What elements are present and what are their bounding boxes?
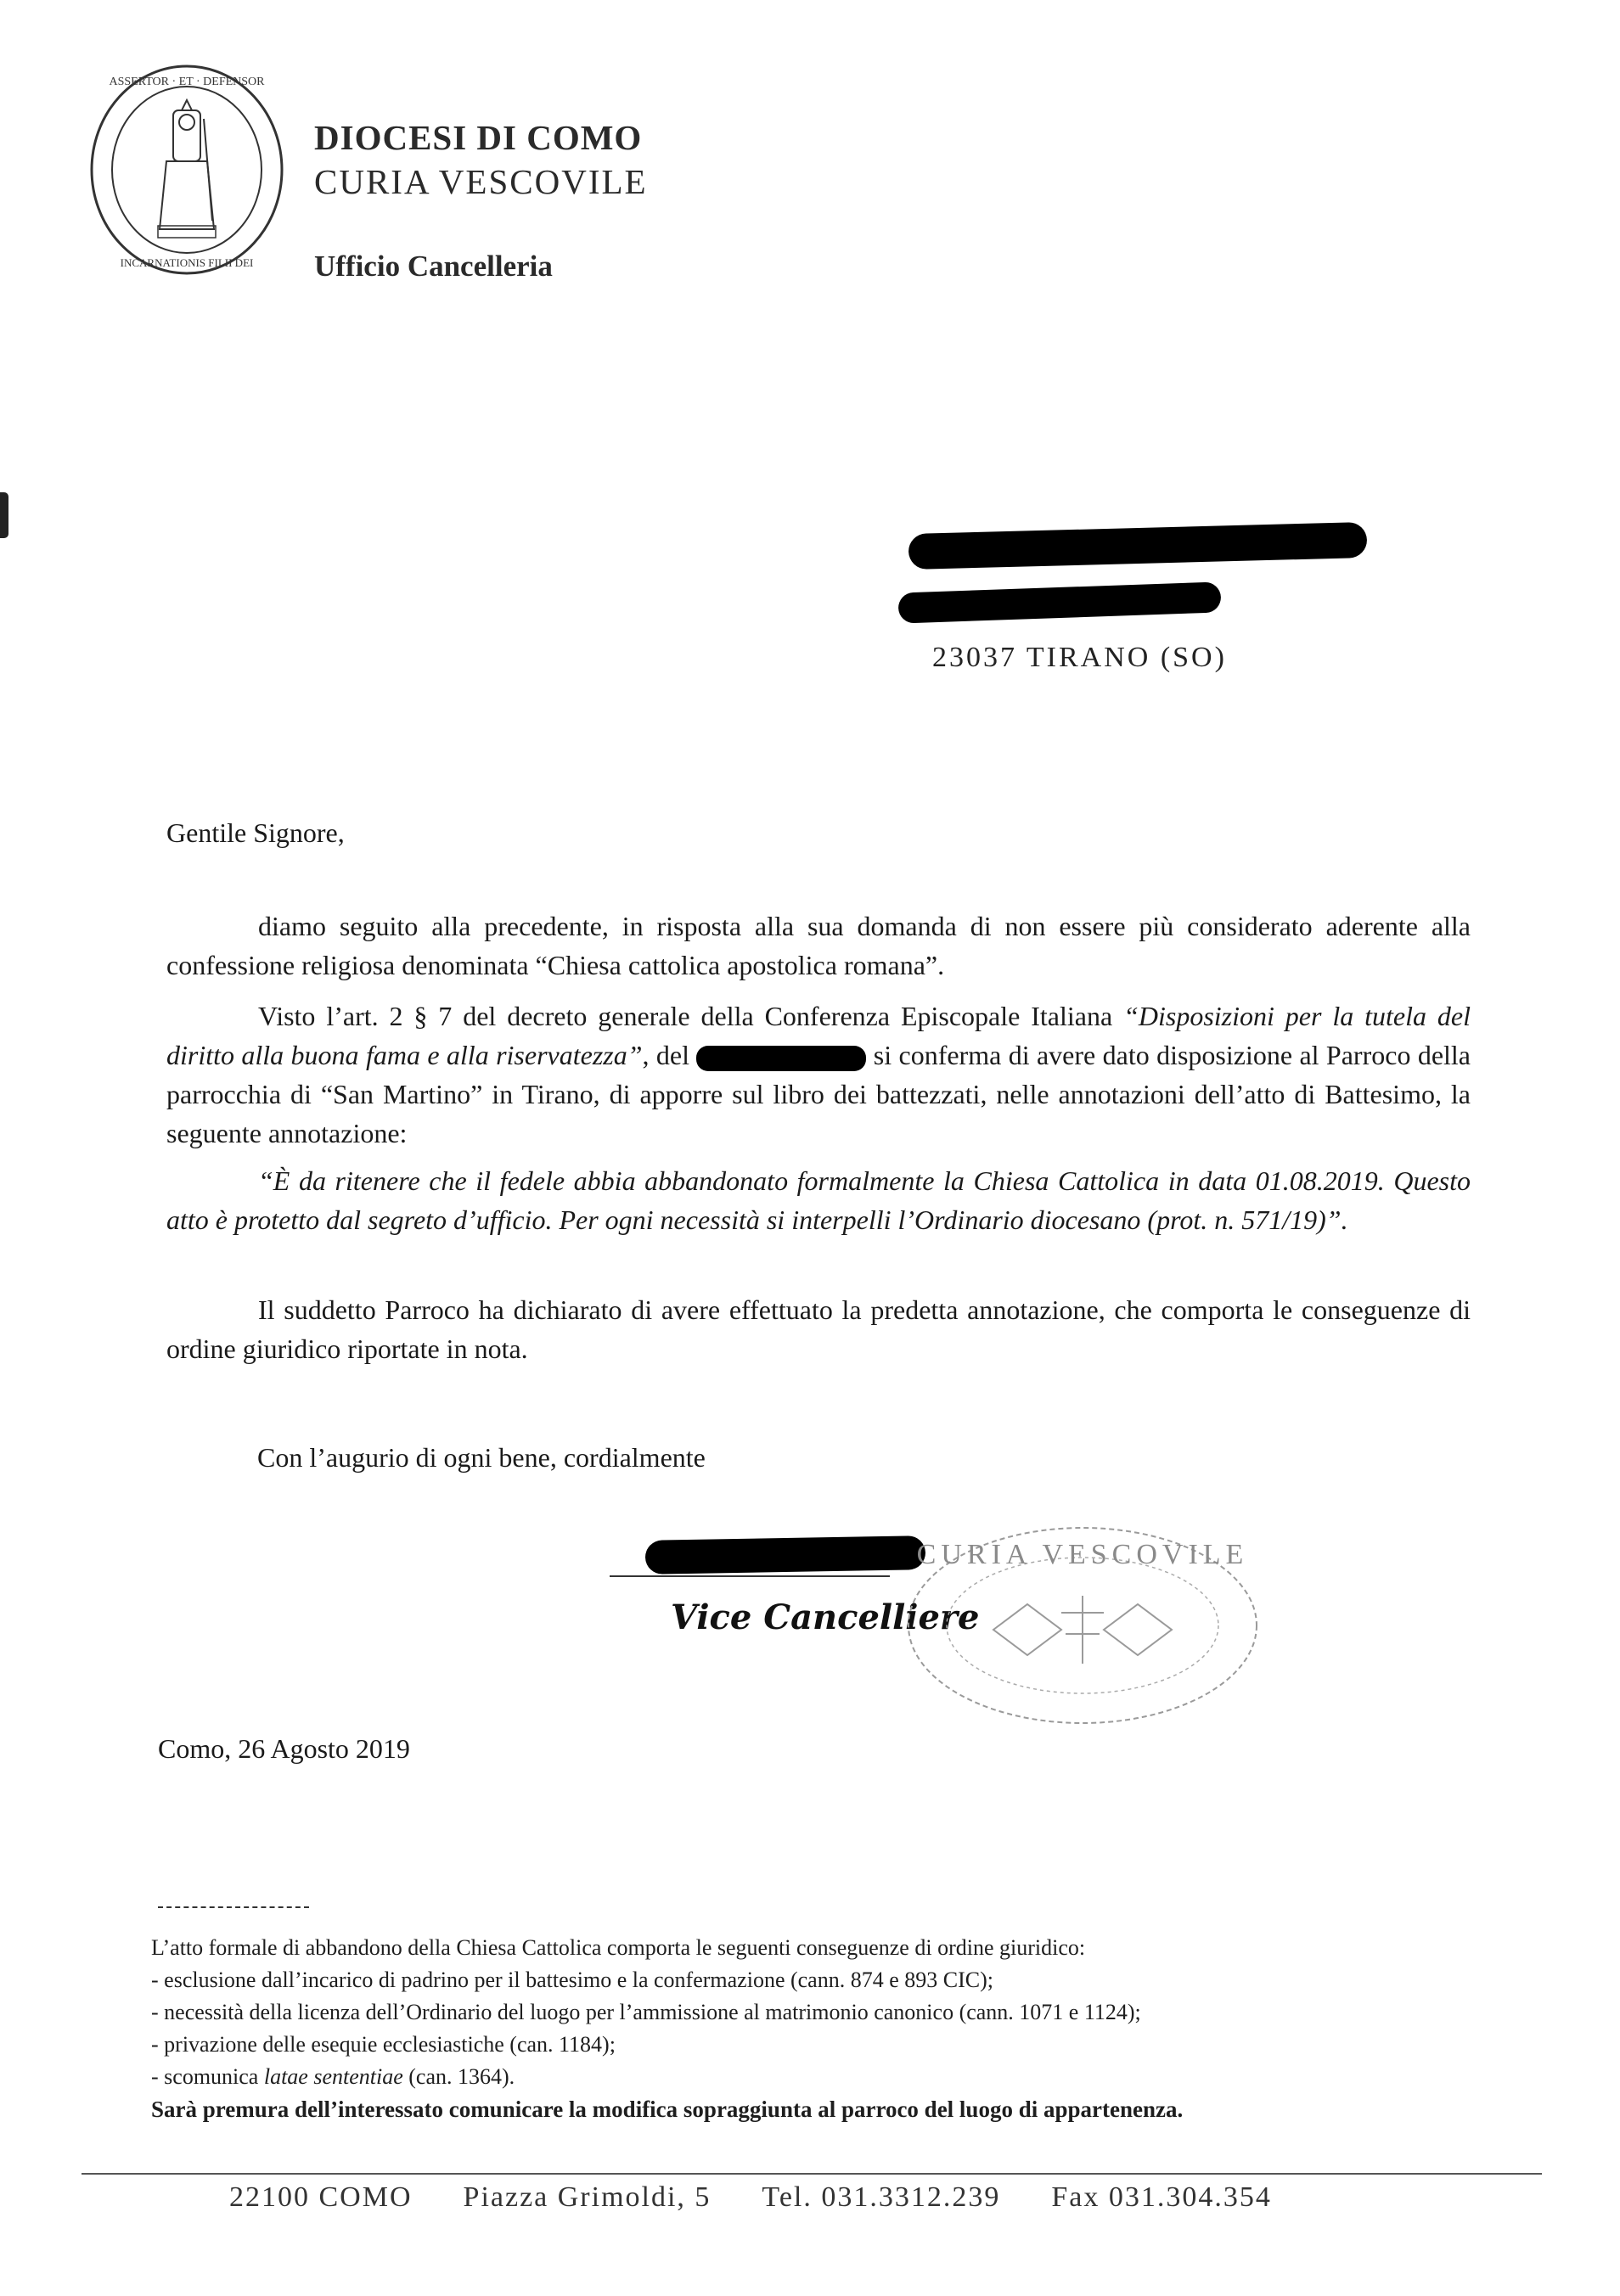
- salutation: Gentile Signore,: [166, 817, 345, 848]
- decree-text-a: Visto l’art. 2 § 7 del decreto generale della Conferenza Episcopale Italiana: [258, 1001, 1124, 1031]
- decree-title: “Disposizioni per la tutela del diritto alla buona fama e alla riservatezza”: [166, 1001, 1471, 1070]
- footnotes: [151, 1932, 1476, 2125]
- decree-text-c: si conferma di avere dato disposizione al Parroco della parrocchia di “San Martino” in Tirano, di apporre sul libro dei battezzati, nelle annotazioni dell’atto di Battesimo, la seguente annotazione:: [166, 1040, 1471, 1148]
- footnote-final: Sarà premura dell’interessato comunicare la modifica sopraggiunta al parroco del luogo di appartenenza.: [151, 2097, 1184, 2122]
- redacted-address-line-1: [908, 522, 1368, 570]
- excommunication-text-a: - scomunica: [151, 2064, 264, 2089]
- footnote-separator: [158, 1906, 309, 1908]
- redacted-signature-name: [645, 1535, 926, 1575]
- diocese-title: DIOCESI DI COMO: [314, 118, 643, 157]
- footnote-item-funeral: - privazione delle esequie ecclesiastiche (can. 1184);: [151, 2032, 616, 2057]
- signature-line: [610, 1575, 890, 1577]
- footnote-intro: L’atto formale di abbandono della Chiesa Cattolica comporta le seguenti conseguenze di ordine giuridico:: [151, 1935, 1086, 1960]
- footer-contact: [229, 2181, 1272, 2214]
- recipient-city: 23037 TIRANO (SO): [932, 642, 1227, 673]
- redacted-date: [696, 1046, 866, 1071]
- paragraph-confirmation-text: Il suddetto Parroco ha dichiarato di avere effettuato la predetta annotazione, che comporta le conseguenze di ordine giuridico riportate in nota.: [166, 1294, 1471, 1364]
- footer-city: 22100 COMO: [229, 2181, 413, 2213]
- curia-stamp-icon: [900, 1519, 1265, 1732]
- stamp-text: CURIA VESCOVILE: [916, 1539, 1249, 1570]
- letter-date: Como, 26 Agosto 2019: [158, 1733, 410, 1764]
- office-name: Ufficio Cancelleria: [314, 250, 553, 283]
- footer-phone: Tel. 031.3312.239: [762, 2181, 1001, 2213]
- paragraph-request: [166, 907, 1471, 985]
- curia-subtitle: CURIA VESCOVILE: [314, 162, 648, 201]
- diocese-seal-icon: [85, 59, 289, 280]
- footnote-item-godparent: - esclusione dall’incarico di padrino per il battesimo e la confermazione (cann. 874 e 893 CIC);: [151, 1968, 993, 1992]
- scan-edge-mark: [0, 492, 8, 538]
- footnote-item-marriage: - necessità della licenza dell’Ordinario del luogo per l’ammissione al matrimonio canonico (cann. 1071 e 1124);: [151, 2000, 1141, 2024]
- footer-street: Piazza Grimoldi, 5: [463, 2181, 712, 2213]
- redacted-address-line-2: [897, 581, 1221, 623]
- paragraph-decree: [166, 996, 1471, 1153]
- excommunication-latin: latae sententiae: [263, 2064, 403, 2089]
- excommunication-text-b: (can. 1364).: [402, 2064, 515, 2089]
- svg-text:INCARNATIONIS FILII DEI: INCARNATIONIS FILII DEI: [120, 256, 254, 269]
- svg-text:ASSERTOR · ET · DEFENSOR: ASSERTOR · ET · DEFENSOR: [109, 76, 265, 88]
- closing-line: Con l’augurio di ogni bene, cordialmente: [257, 1442, 706, 1473]
- paragraph-request-text: diamo seguito alla precedente, in risposta alla sua domanda di non essere più considerato aderente alla confessione religiosa denominata “Chiesa cattolica apostolica romana”.: [166, 911, 1471, 980]
- paragraph-confirmation: [166, 1290, 1471, 1368]
- signature-title: Vice Cancelliere: [671, 1597, 980, 1637]
- decree-text-b: , del: [642, 1040, 697, 1070]
- annotation-quote: “È da ritenere che il fedele abbia abbandonato formalmente la Chiesa Cattolica in data 01.08.2019. Questo atto è protetto dal segreto d’ufficio. Per ogni necessità si interpelli l’Ordinario diocesano (prot. n. 571/19)”.: [166, 1165, 1471, 1235]
- footer-fax: Fax 031.304.354: [1051, 2181, 1272, 2213]
- footer-separator: [82, 2173, 1542, 2175]
- footnote-item-excommunication: [151, 2061, 1476, 2093]
